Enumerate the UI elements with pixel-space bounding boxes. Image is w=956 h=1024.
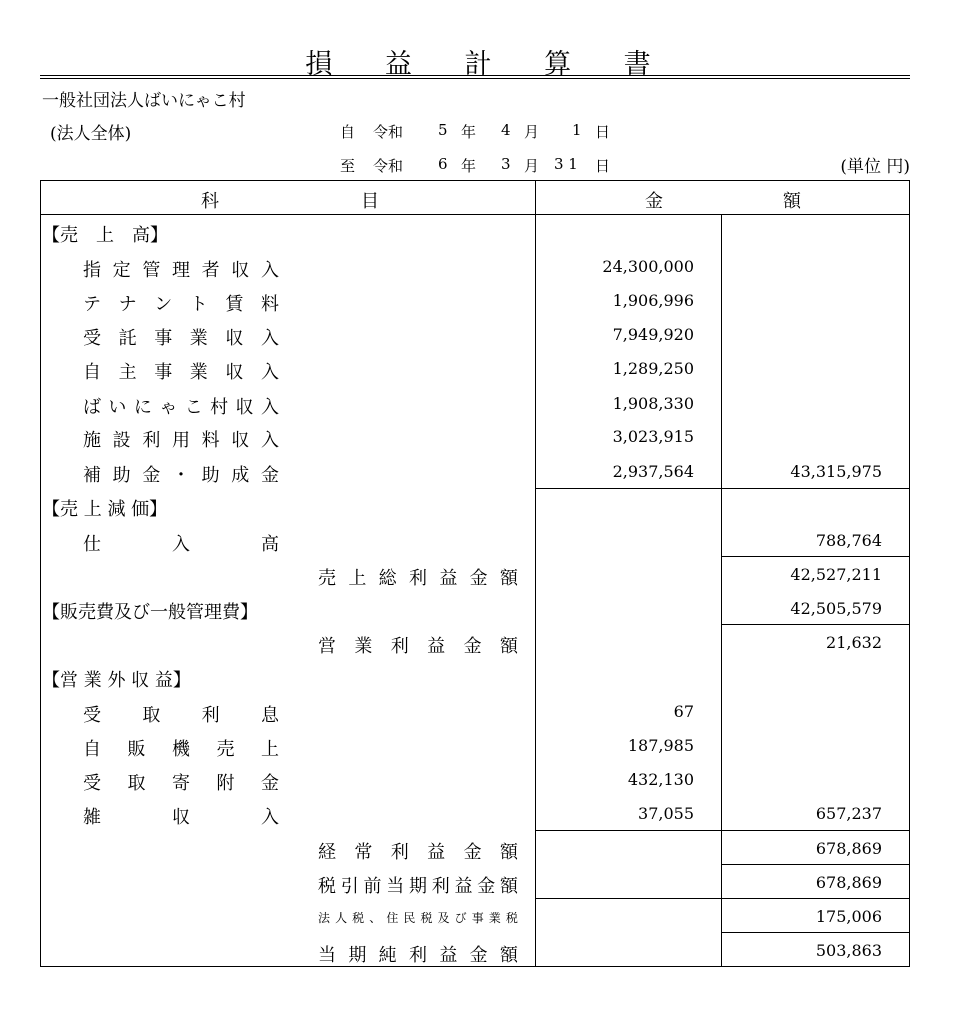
scope-label: (法人全体) <box>50 124 132 144</box>
label-taxes: 法 人 税 、 住 民 税 及 び 事 業 税 <box>318 911 518 925</box>
amount-zatsu: 37,055 <box>638 804 694 823</box>
header-amount-1: 金 <box>645 191 663 212</box>
period-to-year-unit: 年 <box>461 157 477 175</box>
amount-kifukin: 432,130 <box>627 770 694 789</box>
label-jutaku: 受 託 事 業 収 入 <box>83 328 279 349</box>
rule-ordinary <box>721 864 910 865</box>
label-uketori-risoku: 受 取 利 息 <box>83 705 279 726</box>
amount-uketori-risoku: 67 <box>673 702 694 721</box>
label-tenant: テ ナ ン ト 賃 料 <box>83 294 279 315</box>
header-subject-2: 目 <box>361 191 379 212</box>
period-from-month-unit: 月 <box>524 123 540 141</box>
total-sga: 42,505,579 <box>790 599 882 618</box>
organization-name: 一般社団法人ばいにゃこ村 <box>42 91 246 111</box>
amount-tenant: 1,906,996 <box>612 291 694 310</box>
total-cogs: 788,764 <box>815 531 882 550</box>
label-net-profit: 当 期 純 利 益 金 額 <box>318 945 518 966</box>
subject-amount-divider <box>535 180 536 967</box>
label-bainyako: ば い に ゃ こ 村 収 入 <box>83 397 279 418</box>
period-from-day: 1 <box>572 121 582 139</box>
label-pretax-profit: 税 引 前 当 期 利 益 金 額 <box>318 876 518 897</box>
amount-jihanki: 187,985 <box>627 736 694 755</box>
period-from-year-unit: 年 <box>461 123 477 141</box>
section-nonop: 【営 業 外 収 益】 <box>42 670 191 691</box>
label-kifukin: 受 取 寄 附 金 <box>83 773 279 794</box>
section-sga: 【販売費及び一般管理費】 <box>42 602 258 623</box>
label-hojokin: 補 助 金 ・ 助 成 金 <box>83 465 279 486</box>
rule-total-sales <box>721 488 910 489</box>
amount-shisetsu: 3,023,915 <box>612 427 694 446</box>
period-to-era: 令和 <box>373 157 404 175</box>
title-rule-top <box>40 75 910 76</box>
period-to-day: 3 1 <box>554 155 578 173</box>
header-amount-2: 額 <box>783 191 801 212</box>
rule-nonop <box>535 830 910 831</box>
title-rule-bottom <box>40 78 910 79</box>
section-sales: 【売 上 高】 <box>42 225 168 246</box>
amount-jishu: 1,289,250 <box>612 359 694 378</box>
period-to-month: 3 <box>501 155 511 173</box>
total-taxes: 175,006 <box>815 907 882 926</box>
amount-jutaku: 7,949,920 <box>612 325 694 344</box>
period-from-label: 自 <box>340 123 356 141</box>
total-pretax-profit: 678,869 <box>815 873 882 892</box>
rule-detail-sales <box>535 488 722 489</box>
rule-total-sga <box>721 624 910 625</box>
total-ordinary-profit: 678,869 <box>815 839 882 858</box>
label-shisetsu: 施 設 利 用 料 収 入 <box>83 430 279 451</box>
period-to-year: 6 <box>438 155 448 173</box>
header-row-divider <box>40 214 910 215</box>
label-jihanki: 自 販 機 売 上 <box>83 739 279 760</box>
rule-tax <box>721 932 910 933</box>
period-from-year: 5 <box>438 121 448 139</box>
total-operating-profit: 21,632 <box>826 633 882 652</box>
period-to-label: 至 <box>340 157 356 175</box>
total-net-profit: 503,863 <box>815 941 882 960</box>
document-title: 損 益 計 算 書 <box>305 49 673 80</box>
total-nonop: 657,237 <box>815 804 882 823</box>
period-to-month-unit: 月 <box>524 157 540 175</box>
total-gross-profit: 42,527,211 <box>790 565 882 584</box>
amount-shitei: 24,300,000 <box>602 257 694 276</box>
rule-pretax <box>535 898 910 899</box>
period-from-era: 令和 <box>373 123 404 141</box>
amount-bainyako: 1,908,330 <box>612 394 694 413</box>
section-sales-reduction: 【売 上 減 価】 <box>42 499 168 520</box>
unit-label: (単位 円) <box>840 157 910 177</box>
label-gross-profit: 売 上 総 利 益 金 額 <box>318 568 518 589</box>
header-subject-1: 科 <box>201 191 219 212</box>
label-shiire: 仕 入 高 <box>83 534 279 555</box>
total-sales: 43,315,975 <box>790 462 882 481</box>
period-from-month: 4 <box>501 121 511 139</box>
rule-total-cogs <box>721 556 910 557</box>
label-jishu: 自 主 事 業 収 入 <box>83 362 279 383</box>
label-operating-profit: 営 業 利 益 金 額 <box>318 636 518 657</box>
label-zatsu: 雑 収 入 <box>83 807 279 828</box>
label-ordinary-profit: 経 常 利 益 金 額 <box>318 842 518 863</box>
label-shitei: 指 定 管 理 者 収 入 <box>83 260 279 281</box>
period-to-day-unit: 日 <box>595 157 611 175</box>
amount-hojokin: 2,937,564 <box>612 462 694 481</box>
period-from-day-unit: 日 <box>595 123 611 141</box>
amount-total-divider <box>721 214 722 967</box>
